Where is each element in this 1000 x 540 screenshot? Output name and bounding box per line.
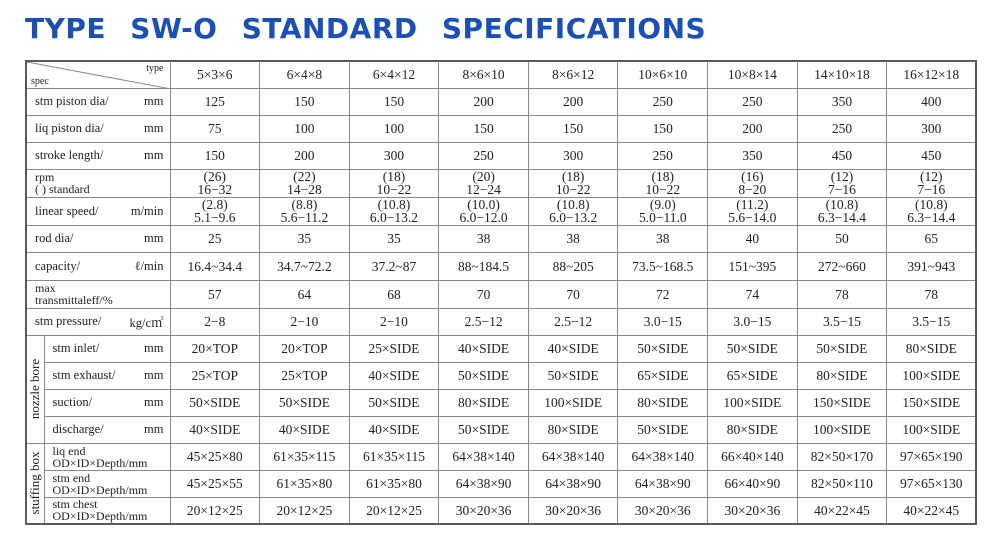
value-range: 16−32 xyxy=(197,182,233,197)
corner-spec-label: spec xyxy=(31,75,49,87)
value-cell: 80×SIDE xyxy=(439,389,529,416)
value-cell: 151~395 xyxy=(708,252,798,280)
value-paren: (18) xyxy=(651,169,675,184)
value-cell xyxy=(528,197,618,225)
value-cell: 73.5~168.5 xyxy=(618,252,708,280)
row-label xyxy=(44,335,170,362)
value-cell: 64×38×140 xyxy=(439,443,529,470)
value-paren: (18) xyxy=(382,169,406,184)
row-label-wrap xyxy=(35,259,164,274)
value-cell: 50×SIDE xyxy=(618,416,708,443)
value-cell xyxy=(618,197,708,225)
row-label xyxy=(44,443,170,470)
value-cell: 3.5−15 xyxy=(797,308,887,335)
value-cell: 38 xyxy=(618,225,708,252)
value-cell: 150×SIDE xyxy=(797,389,887,416)
type-header: 5×3×6 xyxy=(170,61,260,88)
row-unit: mm xyxy=(144,148,164,162)
value-cell: 25×TOP xyxy=(260,362,350,389)
value-cell: 3.0−15 xyxy=(708,308,798,335)
value-cell: 150 xyxy=(260,88,350,115)
value-cell: 61×35×80 xyxy=(349,470,439,497)
value-cell: 70 xyxy=(528,280,618,308)
row-label xyxy=(26,197,170,225)
value-cell: 250 xyxy=(618,142,708,169)
value-cell: 40×SIDE xyxy=(439,335,529,362)
value-cell: 2−10 xyxy=(349,308,439,335)
value-cell: 2.5−12 xyxy=(439,308,529,335)
value-range: 6.3−14.4 xyxy=(817,210,867,225)
value-cell: 250 xyxy=(708,88,798,115)
row-label-line2: OD×ID×Depth/ xyxy=(52,482,129,497)
value-cell: 80×SIDE xyxy=(887,335,977,362)
value-cell: 68 xyxy=(349,280,439,308)
row-unit: mm xyxy=(144,341,164,355)
value-cell: 78 xyxy=(887,280,977,308)
row-label-line2: OD×ID×Depth/ xyxy=(52,455,129,470)
value-cell xyxy=(528,169,618,197)
corner-type-label: type xyxy=(146,63,164,74)
row-label-wrap xyxy=(35,148,164,163)
row-label xyxy=(44,416,170,443)
value-cell: 150 xyxy=(618,115,708,142)
row-label-wrap xyxy=(53,422,164,437)
value-cell xyxy=(260,197,350,225)
value-cell: 80×SIDE xyxy=(528,416,618,443)
value-cell: 35 xyxy=(260,225,350,252)
value-cell xyxy=(439,169,529,197)
value-range: 6.0−13.2 xyxy=(369,210,419,225)
row-label-wrap xyxy=(53,395,164,410)
value-paren: (2.8) xyxy=(201,197,228,212)
value-cell: 350 xyxy=(797,88,887,115)
row-label-text: stm pressure/ xyxy=(35,314,102,328)
value-range: 6.0−12.0 xyxy=(459,210,508,225)
row-label xyxy=(26,280,170,308)
spec-row xyxy=(26,169,976,197)
row-unit: mm xyxy=(144,368,164,382)
value-cell: 80×SIDE xyxy=(797,362,887,389)
row-unit: mm xyxy=(144,231,164,245)
row-label-wrap xyxy=(35,204,164,219)
row-unit: ℓ/min xyxy=(134,258,164,273)
value-cell xyxy=(708,197,798,225)
row-label-text: liq piston dia/ xyxy=(35,121,104,135)
row-label xyxy=(26,169,170,197)
value-cell: 38 xyxy=(439,225,529,252)
value-paren: (10.8) xyxy=(377,197,411,212)
value-cell: 50×SIDE xyxy=(708,335,798,362)
specifications-table xyxy=(25,60,977,525)
value-cell: 150 xyxy=(170,142,260,169)
value-cell: 200 xyxy=(708,115,798,142)
row-unit: m/min xyxy=(130,203,164,218)
value-cell: 40×SIDE xyxy=(170,416,260,443)
spec-row xyxy=(26,225,976,252)
value-cell: 200 xyxy=(260,142,350,169)
value-cell xyxy=(797,169,887,197)
row-unit: mm xyxy=(144,94,164,108)
value-range: 10−22 xyxy=(376,182,412,197)
value-cell: 150 xyxy=(528,115,618,142)
value-cell: 20×12×25 xyxy=(349,497,439,524)
value-cell: 150 xyxy=(439,115,529,142)
value-cell: 80×SIDE xyxy=(708,416,798,443)
stuffing-row xyxy=(26,497,976,524)
row-label-line2: transmittal xyxy=(35,293,87,307)
row-label-line2-wrap xyxy=(35,294,164,306)
value-cell: 450 xyxy=(887,142,977,169)
value-paren: (12) xyxy=(830,169,854,184)
value-cell: 97×65×130 xyxy=(887,470,977,497)
type-header: 10×6×10 xyxy=(618,61,708,88)
value-cell: 50 xyxy=(797,225,887,252)
spec-row xyxy=(26,88,976,115)
value-cell: 400 xyxy=(887,88,977,115)
value-cell: 200 xyxy=(528,88,618,115)
value-cell: 64 xyxy=(260,280,350,308)
value-range: 5.1−9.6 xyxy=(194,210,236,225)
row-label-text: stm piston dia/ xyxy=(35,94,109,108)
value-cell: 72 xyxy=(618,280,708,308)
value-cell: 75 xyxy=(170,115,260,142)
stuffing-row xyxy=(26,443,976,470)
value-cell: 66×40×140 xyxy=(708,443,798,470)
value-cell: 40×SIDE xyxy=(528,335,618,362)
spec-row xyxy=(26,115,976,142)
value-cell: 100×SIDE xyxy=(887,416,977,443)
value-cell: 64×38×140 xyxy=(528,443,618,470)
value-cell: 65×SIDE xyxy=(708,362,798,389)
value-range: 12−24 xyxy=(466,182,501,197)
row-label xyxy=(44,497,170,524)
row-label-text: discharge/ xyxy=(52,422,104,436)
type-header: 16×12×18 xyxy=(887,61,977,88)
row-unit: mm xyxy=(144,395,164,409)
value-cell: 30×20×36 xyxy=(439,497,529,524)
value-cell: 88~184.5 xyxy=(439,252,529,280)
value-cell xyxy=(439,197,529,225)
row-label-line2-wrap xyxy=(35,183,164,195)
value-cell xyxy=(797,197,887,225)
value-cell: 70 xyxy=(439,280,529,308)
value-cell: 150×SIDE xyxy=(887,389,977,416)
value-cell xyxy=(618,169,708,197)
page-title: TYPE SW-O STANDARD SPECIFICATIONS xyxy=(25,12,707,45)
value-paren: (8.8) xyxy=(291,197,318,212)
row-label xyxy=(44,362,170,389)
value-cell: 100 xyxy=(260,115,350,142)
stuffing-box-group xyxy=(26,443,44,524)
value-cell: 97×65×190 xyxy=(887,443,977,470)
value-cell: 40×22×45 xyxy=(797,497,887,524)
value-paren: (12) xyxy=(920,169,943,184)
row-label-wrap xyxy=(35,121,164,136)
row-label-line1: liq end xyxy=(52,443,86,458)
stuffing-box-label: stuffing box xyxy=(27,451,43,515)
row-label xyxy=(26,308,170,335)
nozzle-row xyxy=(26,389,976,416)
spec-row xyxy=(26,197,976,225)
value-cell xyxy=(170,169,260,197)
value-paren: (11.2) xyxy=(736,197,769,212)
type-header: 14×10×18 xyxy=(797,61,887,88)
row-unit: mm xyxy=(128,509,148,524)
value-cell: 150 xyxy=(349,88,439,115)
value-cell: 40×SIDE xyxy=(260,416,350,443)
value-cell: 250 xyxy=(618,88,708,115)
value-cell: 61×35×115 xyxy=(349,443,439,470)
value-cell: 50×SIDE xyxy=(528,362,618,389)
type-header: 8×6×12 xyxy=(528,61,618,88)
value-cell: 30×20×36 xyxy=(708,497,798,524)
nozzle-bore-label: nozzle bore xyxy=(27,358,43,420)
row-label xyxy=(26,115,170,142)
value-cell: 45×25×55 xyxy=(170,470,260,497)
value-cell: 30×20×36 xyxy=(528,497,618,524)
value-cell: 125 xyxy=(170,88,260,115)
value-cell: 80×SIDE xyxy=(618,389,708,416)
value-cell: 50×SIDE xyxy=(439,362,529,389)
header-row xyxy=(26,61,976,88)
value-range: 7−16 xyxy=(828,182,856,197)
row-label-text: rod dia/ xyxy=(35,231,74,245)
row-unit: mm xyxy=(144,422,164,436)
value-cell xyxy=(260,169,350,197)
value-cell: 35 xyxy=(349,225,439,252)
value-cell: 40×22×45 xyxy=(887,497,977,524)
row-label-line2-wrap xyxy=(53,457,164,469)
row-label xyxy=(26,142,170,169)
value-cell: 100×SIDE xyxy=(797,416,887,443)
type-header: 6×4×8 xyxy=(260,61,350,88)
value-cell: 66×40×90 xyxy=(708,470,798,497)
value-cell: 40×SIDE xyxy=(349,416,439,443)
value-cell: 100×SIDE xyxy=(528,389,618,416)
value-range: 5.0−11.0 xyxy=(638,210,687,225)
value-cell: 3.5−15 xyxy=(887,308,977,335)
value-paren: (10.0) xyxy=(467,197,500,212)
value-cell: 74 xyxy=(708,280,798,308)
row-label-wrap xyxy=(53,368,164,383)
value-cell: 250 xyxy=(439,142,529,169)
value-range: 7−16 xyxy=(917,182,946,197)
row-label xyxy=(44,389,170,416)
row-label-line1: stm end xyxy=(52,470,91,485)
value-paren: (20) xyxy=(472,169,495,184)
nozzle-row xyxy=(26,335,976,362)
row-label xyxy=(26,225,170,252)
value-cell: 64×38×90 xyxy=(528,470,618,497)
row-label-text: suction/ xyxy=(52,395,93,409)
row-label-wrap xyxy=(53,341,164,356)
value-cell: 50×SIDE xyxy=(618,335,708,362)
spec-row xyxy=(26,142,976,169)
value-cell: 64×38×90 xyxy=(439,470,529,497)
value-cell: 3.0−15 xyxy=(618,308,708,335)
row-unit: mm xyxy=(144,121,164,135)
value-cell: 2−10 xyxy=(260,308,350,335)
nozzle-row xyxy=(26,416,976,443)
value-cell: 61×35×115 xyxy=(260,443,350,470)
spec-row xyxy=(26,252,976,280)
row-label-text: stroke length/ xyxy=(35,148,104,162)
value-cell: 20×12×25 xyxy=(170,497,260,524)
row-label-text: capacity/ xyxy=(35,258,81,273)
row-label-line1: max xyxy=(35,281,56,295)
value-cell: 40×SIDE xyxy=(349,362,439,389)
value-cell: 65×SIDE xyxy=(618,362,708,389)
row-label-line2-wrap xyxy=(53,510,164,522)
spec-row xyxy=(26,308,976,335)
value-cell: 20×TOP xyxy=(170,335,260,362)
value-cell: 100×SIDE xyxy=(708,389,798,416)
value-cell: 50×SIDE xyxy=(439,416,529,443)
value-cell: 64×38×140 xyxy=(618,443,708,470)
value-cell xyxy=(887,197,977,225)
type-header: 8×6×10 xyxy=(439,61,529,88)
row-unit: eff/% xyxy=(86,293,113,307)
value-cell: 64×38×90 xyxy=(618,470,708,497)
value-cell: 350 xyxy=(708,142,798,169)
value-range: 8−20 xyxy=(738,182,767,197)
value-paren: (26) xyxy=(203,169,227,184)
value-cell: 61×35×80 xyxy=(260,470,350,497)
row-label-wrap xyxy=(35,313,164,331)
value-cell: 30×20×36 xyxy=(618,497,708,524)
row-label-line2: OD×ID×Depth/ xyxy=(52,509,129,524)
value-cell: 45×25×80 xyxy=(170,443,260,470)
value-cell: 82×50×170 xyxy=(797,443,887,470)
value-cell: 50×SIDE xyxy=(797,335,887,362)
value-cell: 38 xyxy=(528,225,618,252)
value-cell: 100×SIDE xyxy=(887,362,977,389)
value-cell: 82×50×110 xyxy=(797,470,887,497)
type-header: 6×4×12 xyxy=(349,61,439,88)
value-cell: 65 xyxy=(887,225,977,252)
value-paren: (10.8) xyxy=(556,197,590,212)
value-range: 14−28 xyxy=(287,182,322,197)
value-cell: 16.4~34.4 xyxy=(170,252,260,280)
value-cell: 50×SIDE xyxy=(349,389,439,416)
value-cell xyxy=(349,197,439,225)
value-cell: 88~205 xyxy=(528,252,618,280)
value-cell: 25×TOP xyxy=(170,362,260,389)
corner-cell xyxy=(26,61,170,88)
value-cell: 78 xyxy=(797,280,887,308)
row-label-wrap xyxy=(35,231,164,246)
row-unit: mm xyxy=(128,482,148,497)
type-header: 10×8×14 xyxy=(708,61,798,88)
row-unit: mm xyxy=(128,455,148,470)
value-cell: 450 xyxy=(797,142,887,169)
value-cell: 34.7~72.2 xyxy=(260,252,350,280)
row-label-text: stm inlet/ xyxy=(52,341,100,355)
value-cell: 57 xyxy=(170,280,260,308)
value-range: 5.6−11.2 xyxy=(280,210,329,225)
row-label-line1: stm chest xyxy=(52,497,98,512)
value-paren: (16) xyxy=(741,169,764,184)
value-cell: 100 xyxy=(349,115,439,142)
value-cell: 2−8 xyxy=(170,308,260,335)
value-cell xyxy=(349,169,439,197)
value-paren: (22) xyxy=(293,169,316,184)
value-cell: 20×TOP xyxy=(260,335,350,362)
value-cell: 2.5−12 xyxy=(528,308,618,335)
value-cell: 25 xyxy=(170,225,260,252)
nozzle-bore-group xyxy=(26,335,44,443)
row-label-line2: ( ) standard xyxy=(35,182,90,196)
value-cell xyxy=(887,169,977,197)
value-range: 6.0−13.2 xyxy=(549,210,598,225)
value-cell: 50×SIDE xyxy=(260,389,350,416)
stuffing-row xyxy=(26,470,976,497)
value-cell: 300 xyxy=(528,142,618,169)
row-label-wrap xyxy=(35,94,164,109)
spec-row xyxy=(26,280,976,308)
value-range: 6.3−14.4 xyxy=(907,210,956,225)
value-cell xyxy=(708,169,798,197)
value-cell: 250 xyxy=(797,115,887,142)
value-cell: 391~943 xyxy=(887,252,977,280)
row-label-line1: rpm xyxy=(35,170,55,184)
row-label-text: linear speed/ xyxy=(35,203,99,218)
row-label-line2-wrap xyxy=(53,484,164,496)
value-paren: (9.0) xyxy=(649,197,676,212)
value-cell: 200 xyxy=(439,88,529,115)
value-range: 10−22 xyxy=(645,182,681,197)
value-cell: 40 xyxy=(708,225,798,252)
nozzle-row xyxy=(26,362,976,389)
value-range: 5.6−14.0 xyxy=(728,210,777,225)
value-cell: 50×SIDE xyxy=(170,389,260,416)
value-range: 10−22 xyxy=(555,182,591,197)
value-cell xyxy=(170,197,260,225)
row-unit: kg/c㎡ xyxy=(129,315,164,330)
value-paren: (10.8) xyxy=(825,197,859,212)
value-cell: 20×12×25 xyxy=(260,497,350,524)
row-label-text: stm exhaust/ xyxy=(52,368,116,382)
value-cell: 272~660 xyxy=(797,252,887,280)
row-label xyxy=(44,470,170,497)
value-cell: 300 xyxy=(349,142,439,169)
value-paren: (10.8) xyxy=(914,197,948,212)
value-paren: (18) xyxy=(561,169,585,184)
value-cell: 300 xyxy=(887,115,977,142)
row-label xyxy=(26,88,170,115)
row-label xyxy=(26,252,170,280)
value-cell: 37.2~87 xyxy=(349,252,439,280)
value-cell: 25×SIDE xyxy=(349,335,439,362)
